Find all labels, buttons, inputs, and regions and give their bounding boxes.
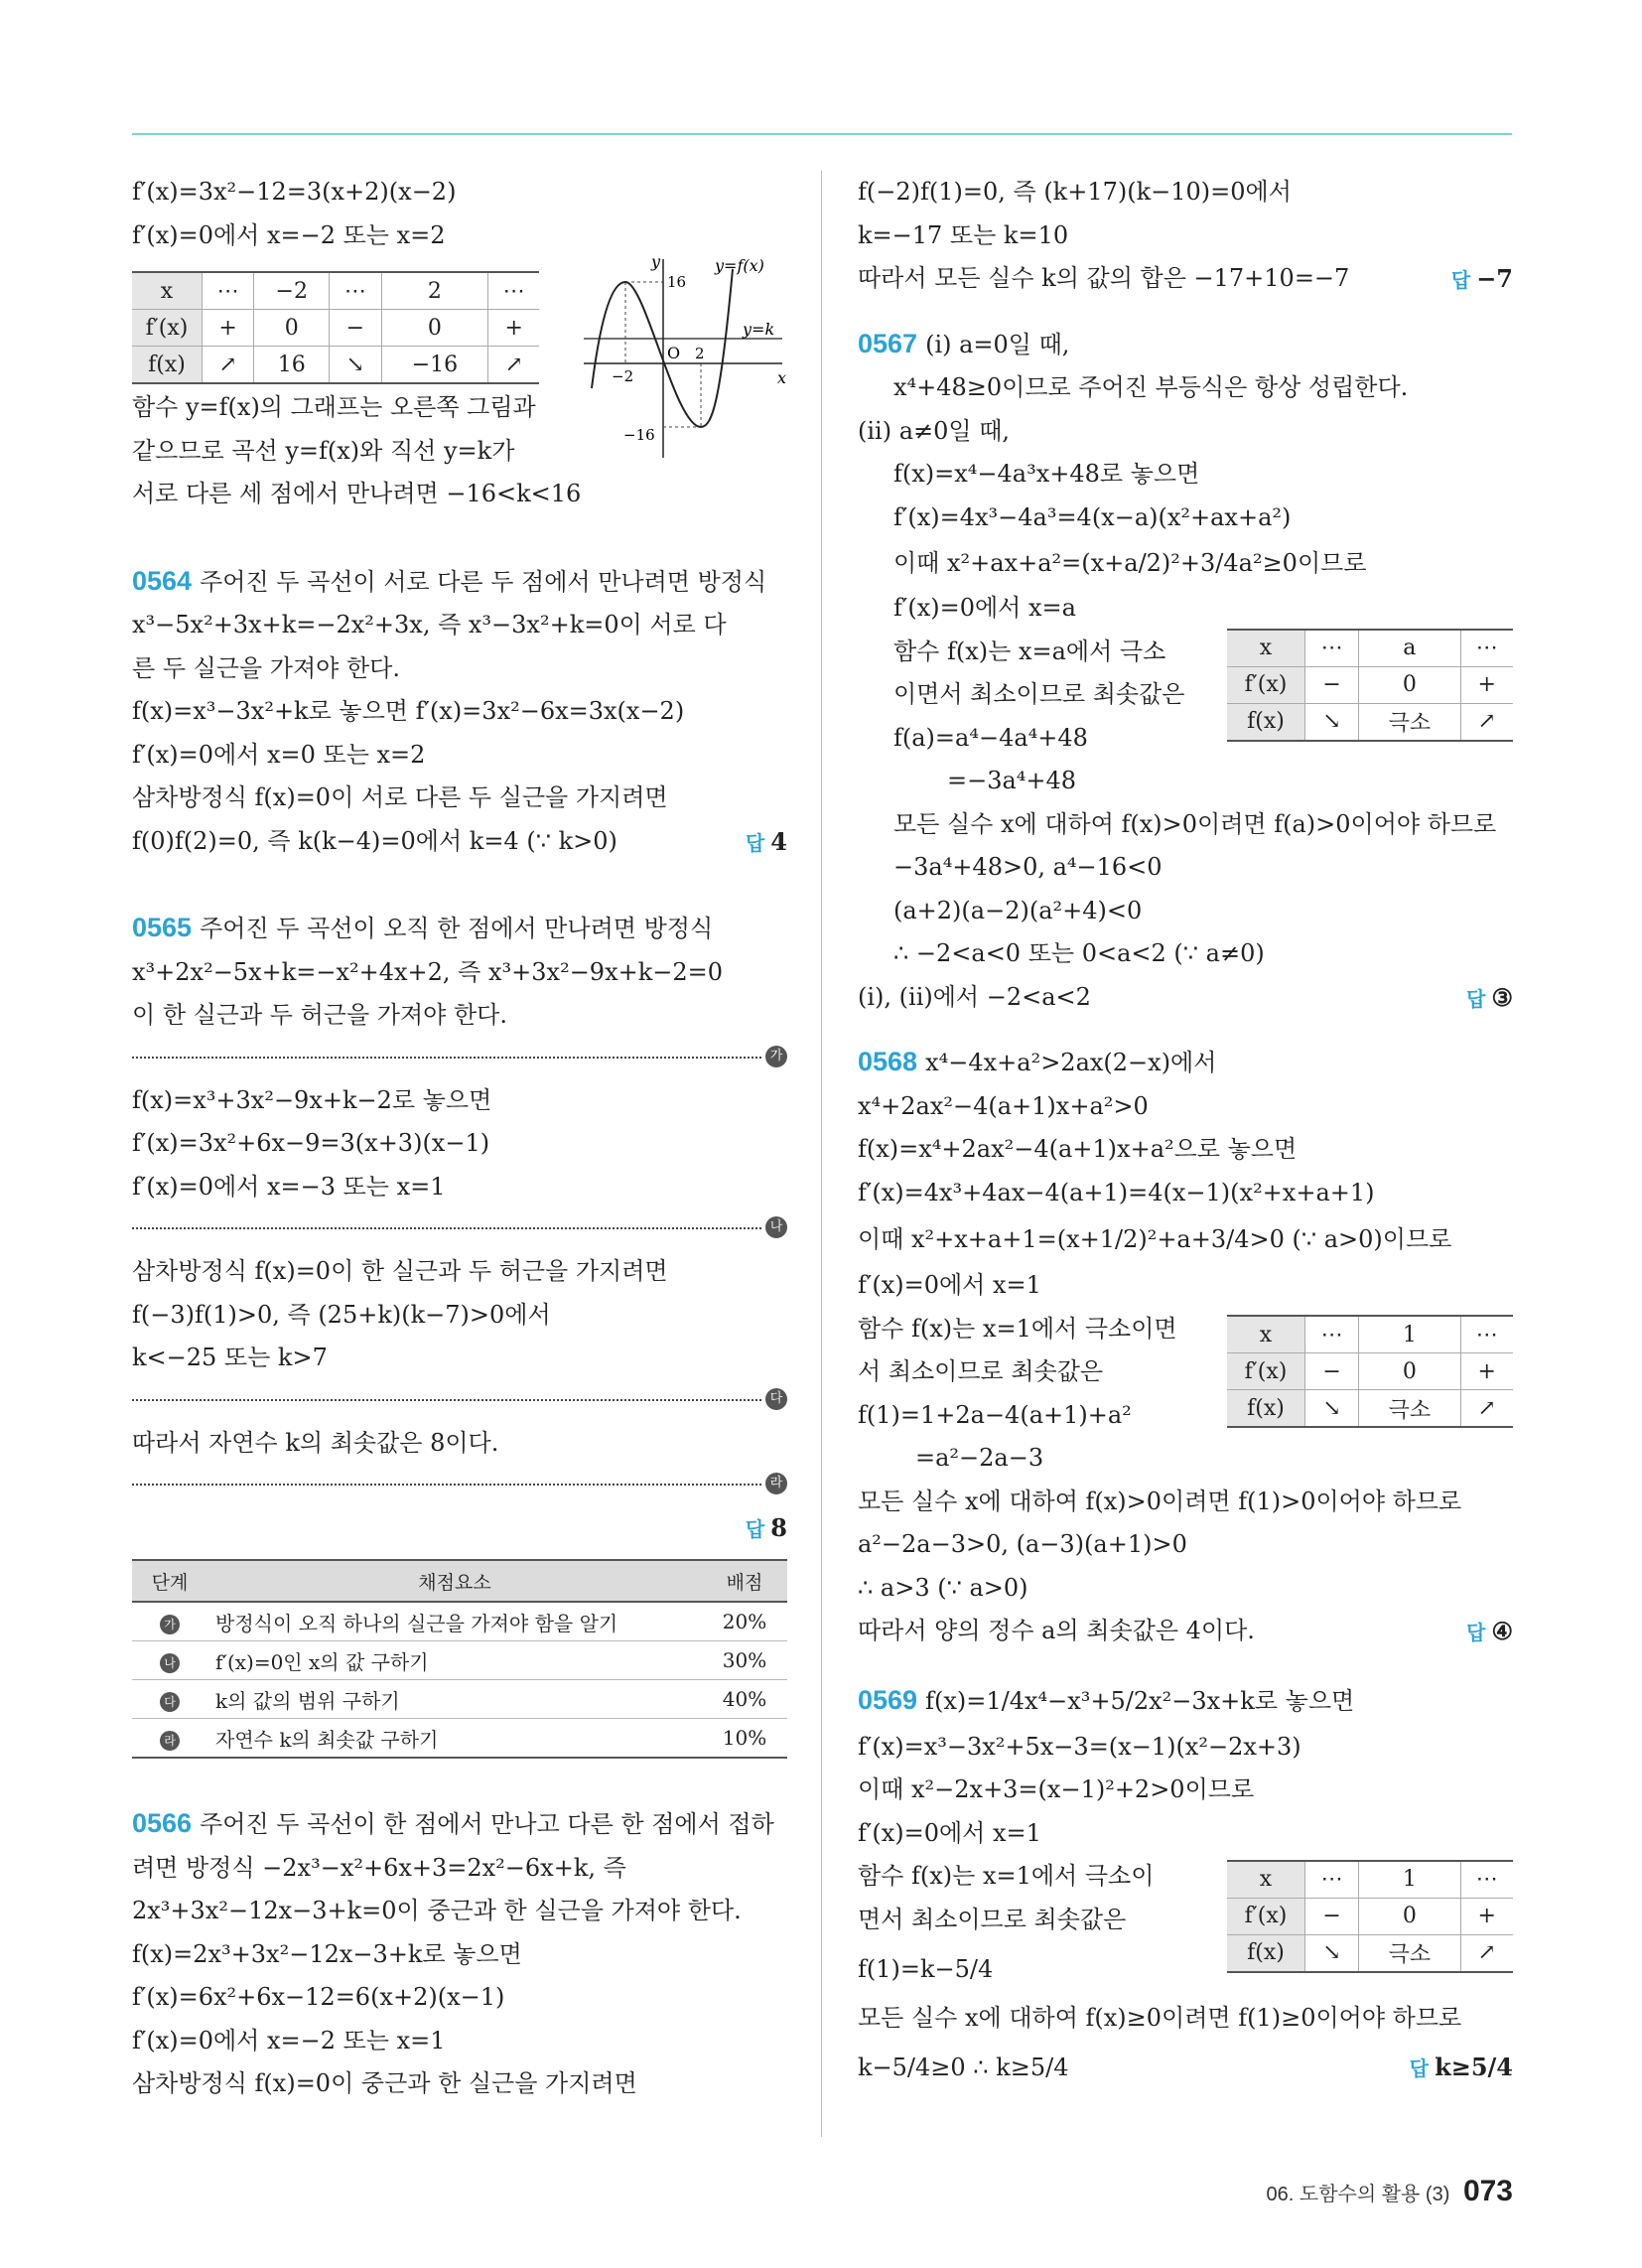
text-line: (ii) a≠0일 때, — [858, 416, 1011, 445]
table-row — [132, 1680, 787, 1719]
text-line: 이면서 최소이므로 최솟값은 — [893, 680, 1185, 708]
text-line — [132, 907, 787, 951]
table-cell: a — [1359, 630, 1460, 667]
table-cell: − — [1305, 1353, 1359, 1390]
text-line: f(x)=2x³+3x²−12x−3+k로 놓으면 — [132, 1939, 522, 1968]
table-cell: + — [1460, 1898, 1513, 1934]
table-cell: −16 — [381, 347, 488, 384]
text-line: (i), (ii)에서 −2<a<2 — [858, 982, 1091, 1011]
text-line: k=−17 또는 k=10 — [858, 220, 1069, 249]
table-cell: ↗ — [1460, 1390, 1513, 1428]
text-line — [132, 820, 787, 864]
text-line: f(x)=x³+3x²−9x+k−2로 놓으면 — [132, 1085, 492, 1114]
table-cell: ↘ — [1305, 703, 1359, 741]
text-line: (a+2)(a−2)(a²+4)<0 — [893, 896, 1143, 924]
scoring-table — [132, 1559, 787, 1759]
text-line: f′(x)=0에서 x=a — [893, 594, 1076, 622]
table-cell: + — [203, 310, 254, 347]
table-row — [1227, 666, 1513, 703]
text-line: 이 한 실근과 두 허근을 가져야 한다. — [132, 1001, 507, 1029]
text-line: 이때 x²+ax+a²=(x+a/2)²+3/4a²≥0이므로 — [893, 549, 1367, 577]
text-line: f′(x)=0에서 x=1 — [858, 1818, 1041, 1847]
answer-value: k≥5/4 — [1435, 2052, 1513, 2081]
text-line: 려면 방정식 −2x³−x²+6x+3=2x²−6x+k, 즉 — [132, 1853, 626, 1882]
table-cell: f′(x) — [1227, 1353, 1305, 1390]
text-line: f′(x)=3x²+6x−9=3(x+3)(x−1) — [132, 1129, 490, 1157]
problem-0568 — [858, 1041, 1513, 1653]
text-line: 면서 최소이므로 최솟값은 — [858, 1905, 1127, 1933]
problem-0569 — [858, 1675, 1513, 2094]
variation-table — [1227, 629, 1513, 742]
text-line: f′(x)=x³−3x²+5x−3=(x−1)(x²−2x+3) — [858, 1732, 1301, 1761]
text-line: f(x)=x³−3x²+k로 놓으면 f′(x)=3x²−6x=3x(x−2) — [132, 697, 685, 725]
problem-number: 0569 — [858, 1684, 918, 1715]
table-cell: x — [1227, 1316, 1305, 1353]
table-row — [1227, 630, 1513, 667]
text-line: =a²−2a−3 — [915, 1444, 1044, 1472]
step-circle: 가 — [765, 1046, 787, 1067]
table-cell: f′(x) — [1227, 1898, 1305, 1934]
text-line: f(x)=x⁴+2ax²−4(a+1)x+a²으로 놓으면 — [858, 1135, 1298, 1163]
table-row — [1227, 1316, 1513, 1353]
text-line: f′(x)=0에서 x=−2 또는 x=2 — [132, 220, 446, 249]
table-cell: f′(x) — [132, 310, 203, 347]
text-line: f′(x)=0에서 x=−3 또는 x=1 — [132, 1172, 446, 1201]
table-cell: ⋯ — [1305, 630, 1359, 667]
left-column — [132, 171, 787, 2106]
answer-label: 답 — [1450, 270, 1471, 292]
text-line: 함수 f(x)는 x=1에서 극소이 — [858, 1862, 1155, 1890]
tick-label: 16 — [667, 273, 687, 291]
text-line: f′(x)=4x³+4ax−4(a+1)=4(x−1)(x²+x+a+1) — [858, 1178, 1375, 1206]
text-line: x⁴+48≥0이므로 주어진 부등식은 항상 성립한다. — [893, 373, 1409, 401]
table-cell: + — [1460, 666, 1513, 703]
answer — [746, 1506, 787, 1553]
text-line: 서로 다른 세 점에서 만나려면 −16<k<16 — [132, 480, 582, 507]
problem-number: 0565 — [132, 913, 193, 942]
x-axis-label: x — [777, 368, 787, 387]
answer-label: 답 — [745, 832, 765, 855]
table-cell: ↗ — [1460, 1934, 1513, 1972]
table-header — [132, 1560, 787, 1602]
text-line: 른 두 실근을 가져야 한다. — [132, 653, 400, 682]
text-line — [858, 257, 1513, 301]
answer-value: 4 — [770, 826, 787, 856]
text-line: 주어진 두 곡선이 서로 다른 두 점에서 만나려면 방정식 — [200, 567, 767, 596]
table-cell: f′(x)=0인 x의 값 구하기 — [207, 1641, 702, 1680]
table-cell: ⋯ — [1460, 1316, 1513, 1353]
table-cell: ⋯ — [1460, 1861, 1513, 1899]
table-row — [132, 1641, 787, 1680]
text-line — [132, 560, 787, 605]
table-cell: f(x) — [1227, 703, 1305, 741]
step-marker — [132, 1046, 787, 1069]
text-line: f′(x)=0에서 x=1 — [858, 1271, 1041, 1299]
table-cell: 30% — [702, 1641, 787, 1680]
table-cell: 0 — [1359, 666, 1460, 703]
table-cell: x — [132, 272, 203, 310]
text-line: f(−2)f(1)=0, 즉 (k+17)(k−10)=0에서 — [858, 178, 1292, 206]
line-label: y=k — [743, 320, 775, 339]
answer-value: −7 — [1476, 264, 1513, 293]
table-cell: k의 값의 범위 구하기 — [207, 1680, 702, 1719]
problem-0565 — [132, 907, 787, 1759]
text-line — [858, 1610, 1513, 1653]
answer — [1410, 2041, 1513, 2096]
table-row — [1227, 1353, 1513, 1390]
text-line: k<−25 또는 k>7 — [132, 1344, 328, 1371]
table-cell: + — [1460, 1353, 1513, 1390]
answer-label: 답 — [745, 1519, 765, 1541]
table-row — [132, 1719, 787, 1759]
text-line: 함수 y=f(x)의 그래프는 오른쪽 그림과 — [132, 393, 536, 421]
problem-number: 0568 — [858, 1047, 918, 1076]
step-circle: 다 — [765, 1388, 787, 1410]
text-line: 모든 실수 x에 대하여 f(x)≥0이려면 f(1)≥0이어야 하므로 — [858, 2004, 1462, 2032]
text-line: f(x)=x⁴−4a³x+48로 놓으면 — [893, 460, 1200, 488]
answer-line — [132, 1506, 787, 1549]
table-row — [1227, 1390, 1513, 1428]
text-line: 이때 x²−2x+3=(x−1)²+2>0이므로 — [858, 1775, 1255, 1803]
text-line: f(x)=1/4x⁴−x³+5/2x²−3x+k로 놓으면 — [925, 1686, 1355, 1715]
problem-number: 0566 — [132, 1808, 193, 1838]
text-line: 주어진 두 곡선이 한 점에서 만나고 다른 한 점에서 접하 — [200, 1810, 774, 1838]
step-circle: 가 — [160, 1615, 180, 1634]
table-cell: 0 — [381, 310, 488, 347]
table-cell: 극소 — [1359, 703, 1460, 741]
table-cell: ↘ — [1305, 1390, 1359, 1428]
text-line: f′(x)=0에서 x=0 또는 x=2 — [132, 740, 426, 769]
text-line: 따라서 자연수 k의 최솟값은 8이다. — [132, 1428, 499, 1457]
table-cell: ↗ — [1460, 703, 1513, 741]
text-line: ∴ −2<a<0 또는 0<a<2 (∵ a≠0) — [893, 939, 1265, 967]
problem-number: 0567 — [858, 328, 918, 358]
table-row — [132, 272, 539, 310]
text-line: 모든 실수 x에 대하여 f(x)>0이려면 f(1)>0이어야 하므로 — [858, 1487, 1462, 1515]
page-footer — [1267, 2175, 1513, 2208]
table-cell: ⋯ — [330, 272, 381, 310]
table-cell: −2 — [254, 272, 330, 310]
text-line: k−5/4≥0 ∴ k≥5/4 — [858, 2053, 1069, 2081]
table-row — [1227, 1934, 1513, 1972]
step-marker — [132, 1216, 787, 1240]
text-line: f(1)=k−5/4 — [858, 1955, 994, 1983]
text-line: 함수 f(x)는 x=a에서 극소 — [893, 637, 1166, 665]
table-row — [1227, 703, 1513, 741]
table-cell: 40% — [702, 1680, 787, 1719]
page-number: 073 — [1462, 2175, 1513, 2207]
table-cell: x — [1227, 1861, 1305, 1899]
table-cell: 16 — [254, 347, 330, 384]
problem-0564 — [132, 560, 787, 864]
tick-label: −16 — [623, 426, 655, 444]
table-cell: − — [1305, 666, 1359, 703]
table-cell: ↘ — [1305, 1934, 1359, 1972]
answer — [1466, 976, 1513, 1023]
text-line: f(1)=1+2a−4(a+1)+a² — [858, 1400, 1132, 1429]
column-divider — [821, 171, 822, 2137]
problem-0566 — [132, 1802, 787, 2106]
answer-label: 답 — [1466, 1623, 1486, 1644]
answer — [1451, 257, 1513, 304]
step-marker — [132, 1473, 787, 1496]
table-cell: f(x) — [1227, 1934, 1305, 1972]
answer-value: 8 — [770, 1513, 787, 1542]
text-line — [858, 976, 1513, 1020]
text-line: f(−3)f(1)>0, 즉 (25+k)(k−7)>0에서 — [132, 1300, 551, 1329]
answer — [746, 820, 787, 867]
text-line — [858, 323, 1513, 367]
table-cell: 0 — [254, 310, 330, 347]
table-cell: + — [488, 310, 539, 347]
table-cell: ⋯ — [1305, 1316, 1359, 1353]
table-row — [1227, 1861, 1513, 1899]
y-axis-label: y — [651, 252, 661, 271]
table-cell: f′(x) — [1227, 666, 1305, 703]
text-line: x⁴+2ax²−4(a+1)x+a²>0 — [858, 1091, 1149, 1120]
text-line: (i) a=0일 때, — [925, 330, 1070, 358]
table-row — [132, 347, 539, 384]
right-column — [858, 171, 1513, 2094]
text-line: f′(x)=4x³−4a³=4(x−a)(x²+ax+a²) — [893, 502, 1292, 531]
table-cell: 1 — [1359, 1861, 1460, 1899]
table-cell: ↗ — [488, 347, 539, 384]
table-cell: ⋯ — [488, 272, 539, 310]
step-circle: 다 — [160, 1692, 180, 1712]
text-line: f′(x)=0에서 x=−2 또는 x=1 — [132, 2026, 446, 2055]
text-line: a²−2a−3>0, (a−3)(a+1)>0 — [858, 1530, 1187, 1558]
chapter-title: 06. 도함수의 활용 (3) — [1266, 2184, 1450, 2205]
table-cell: 0 — [1359, 1353, 1460, 1390]
answer-label: 답 — [1409, 2057, 1430, 2080]
curve-label: y=f(x) — [715, 256, 764, 275]
tick-label: −2 — [612, 367, 634, 385]
text-line: =−3a⁴+48 — [947, 767, 1077, 794]
text-line: 함수 f(x)는 x=1에서 극소이면 — [858, 1314, 1177, 1343]
text-line — [858, 1675, 1513, 1726]
top-rule — [132, 133, 1512, 135]
answer-value: ④ — [1491, 1617, 1513, 1645]
text-line: x⁴−4x+a²>2ax(2−x)에서 — [925, 1049, 1217, 1076]
text-line: 같으므로 곡선 y=f(x)와 직선 y=k가 — [132, 436, 515, 465]
table-row — [132, 1602, 787, 1641]
text-line: 주어진 두 곡선이 오직 한 점에서 만나려면 방정식 — [200, 915, 714, 942]
text-line: f′(x)=6x²+6x−12=6(x+2)(x−1) — [132, 1983, 505, 2011]
table-cell: − — [1305, 1898, 1359, 1934]
text-line: x³+2x²−5x+k=−x²+4x+2, 즉 x³+3x²−9x+k−2=0 — [132, 957, 724, 986]
step-circle: 나 — [160, 1653, 180, 1673]
table-cell: 0 — [1359, 1898, 1460, 1934]
table-cell: 2 — [381, 272, 488, 310]
text-line — [858, 2041, 1513, 2094]
variation-table — [1227, 1315, 1513, 1428]
text-line: f′(x)=3x²−12=3(x+2)(x−2) — [132, 178, 457, 206]
problem-0567 — [858, 323, 1513, 1020]
table-cell: f(x) — [1227, 1390, 1305, 1428]
column-header: 단계 — [132, 1560, 207, 1602]
table-cell: − — [330, 310, 381, 347]
answer — [1466, 1610, 1513, 1656]
text-line: 삼차방정식 f(x)=0이 중근과 한 실근을 가지려면 — [132, 2069, 637, 2097]
text-line: ∴ a>3 (∵ a>0) — [858, 1573, 1028, 1602]
answer-value: ③ — [1491, 982, 1513, 1012]
table-cell: 10% — [702, 1719, 787, 1759]
variation-table — [132, 271, 539, 384]
table-cell: 20% — [702, 1602, 787, 1641]
text-line: 삼차방정식 f(x)=0이 한 실근과 두 허근을 가지려면 — [132, 1257, 668, 1285]
text-line: 모든 실수 x에 대하여 f(x)>0이려면 f(a)>0이어야 하므로 — [893, 809, 1497, 838]
table-cell: 극소 — [1359, 1390, 1460, 1428]
table-cell: ↗ — [203, 347, 254, 384]
table-cell: ⋯ — [1305, 1861, 1359, 1899]
problem-number: 0564 — [132, 565, 193, 596]
table-cell: 극소 — [1359, 1934, 1460, 1972]
text-line: f(a)=a⁴−4a⁴+48 — [893, 723, 1088, 752]
table-cell: ↘ — [330, 347, 381, 384]
origin-label: O — [667, 344, 681, 362]
table-cell: 1 — [1359, 1316, 1460, 1353]
text-line: 서 최소이므로 최솟값은 — [858, 1357, 1104, 1385]
table-cell: 자연수 k의 최솟값 구하기 — [207, 1719, 702, 1759]
text-line: f(0)f(2)=0, 즉 k(k−4)=0에서 k=4 (∵ k>0) — [132, 826, 617, 855]
step-circle: 라 — [765, 1473, 787, 1494]
text-line: x³−5x²+3x+k=−2x²+3x, 즉 x³−3x²+k=0이 서로 다 — [132, 611, 727, 638]
text-line: 삼차방정식 f(x)=0이 서로 다른 두 실근을 가지려면 — [132, 783, 668, 811]
table-cell: x — [1227, 630, 1305, 667]
variation-table — [1227, 1860, 1513, 1973]
step-circle: 나 — [765, 1216, 787, 1238]
step-marker — [132, 1388, 787, 1412]
tick-label: 2 — [695, 345, 705, 362]
table-row — [1227, 1898, 1513, 1934]
text-line — [132, 1802, 787, 1847]
table-row — [132, 310, 539, 347]
step-circle: 라 — [160, 1731, 180, 1751]
text-line: 따라서 모든 실수 k의 값의 합은 −17+10=−7 — [858, 264, 1350, 292]
column-header: 배점 — [702, 1560, 787, 1602]
answer-label: 답 — [1466, 988, 1486, 1011]
text-line: 따라서 양의 정수 a의 최솟값은 4이다. — [858, 1617, 1255, 1644]
table-cell: ⋯ — [1460, 630, 1513, 667]
text-line — [858, 1041, 1513, 1085]
text-line: 2x³+3x²−12x−3+k=0이 중근과 한 실근을 가져야 한다. — [132, 1897, 742, 1924]
column-header: 채점요소 — [207, 1560, 702, 1602]
table-cell: 방정식이 오직 하나의 실근을 가져야 함을 알기 — [207, 1602, 702, 1641]
table-cell: ⋯ — [203, 272, 254, 310]
text-line: 이때 x²+x+a+1=(x+1/2)²+a+3/4>0 (∵ a>0)이므로 — [858, 1225, 1452, 1253]
text-line: −3a⁴+48>0, a⁴−16<0 — [893, 853, 1163, 881]
table-cell: f(x) — [132, 347, 203, 384]
